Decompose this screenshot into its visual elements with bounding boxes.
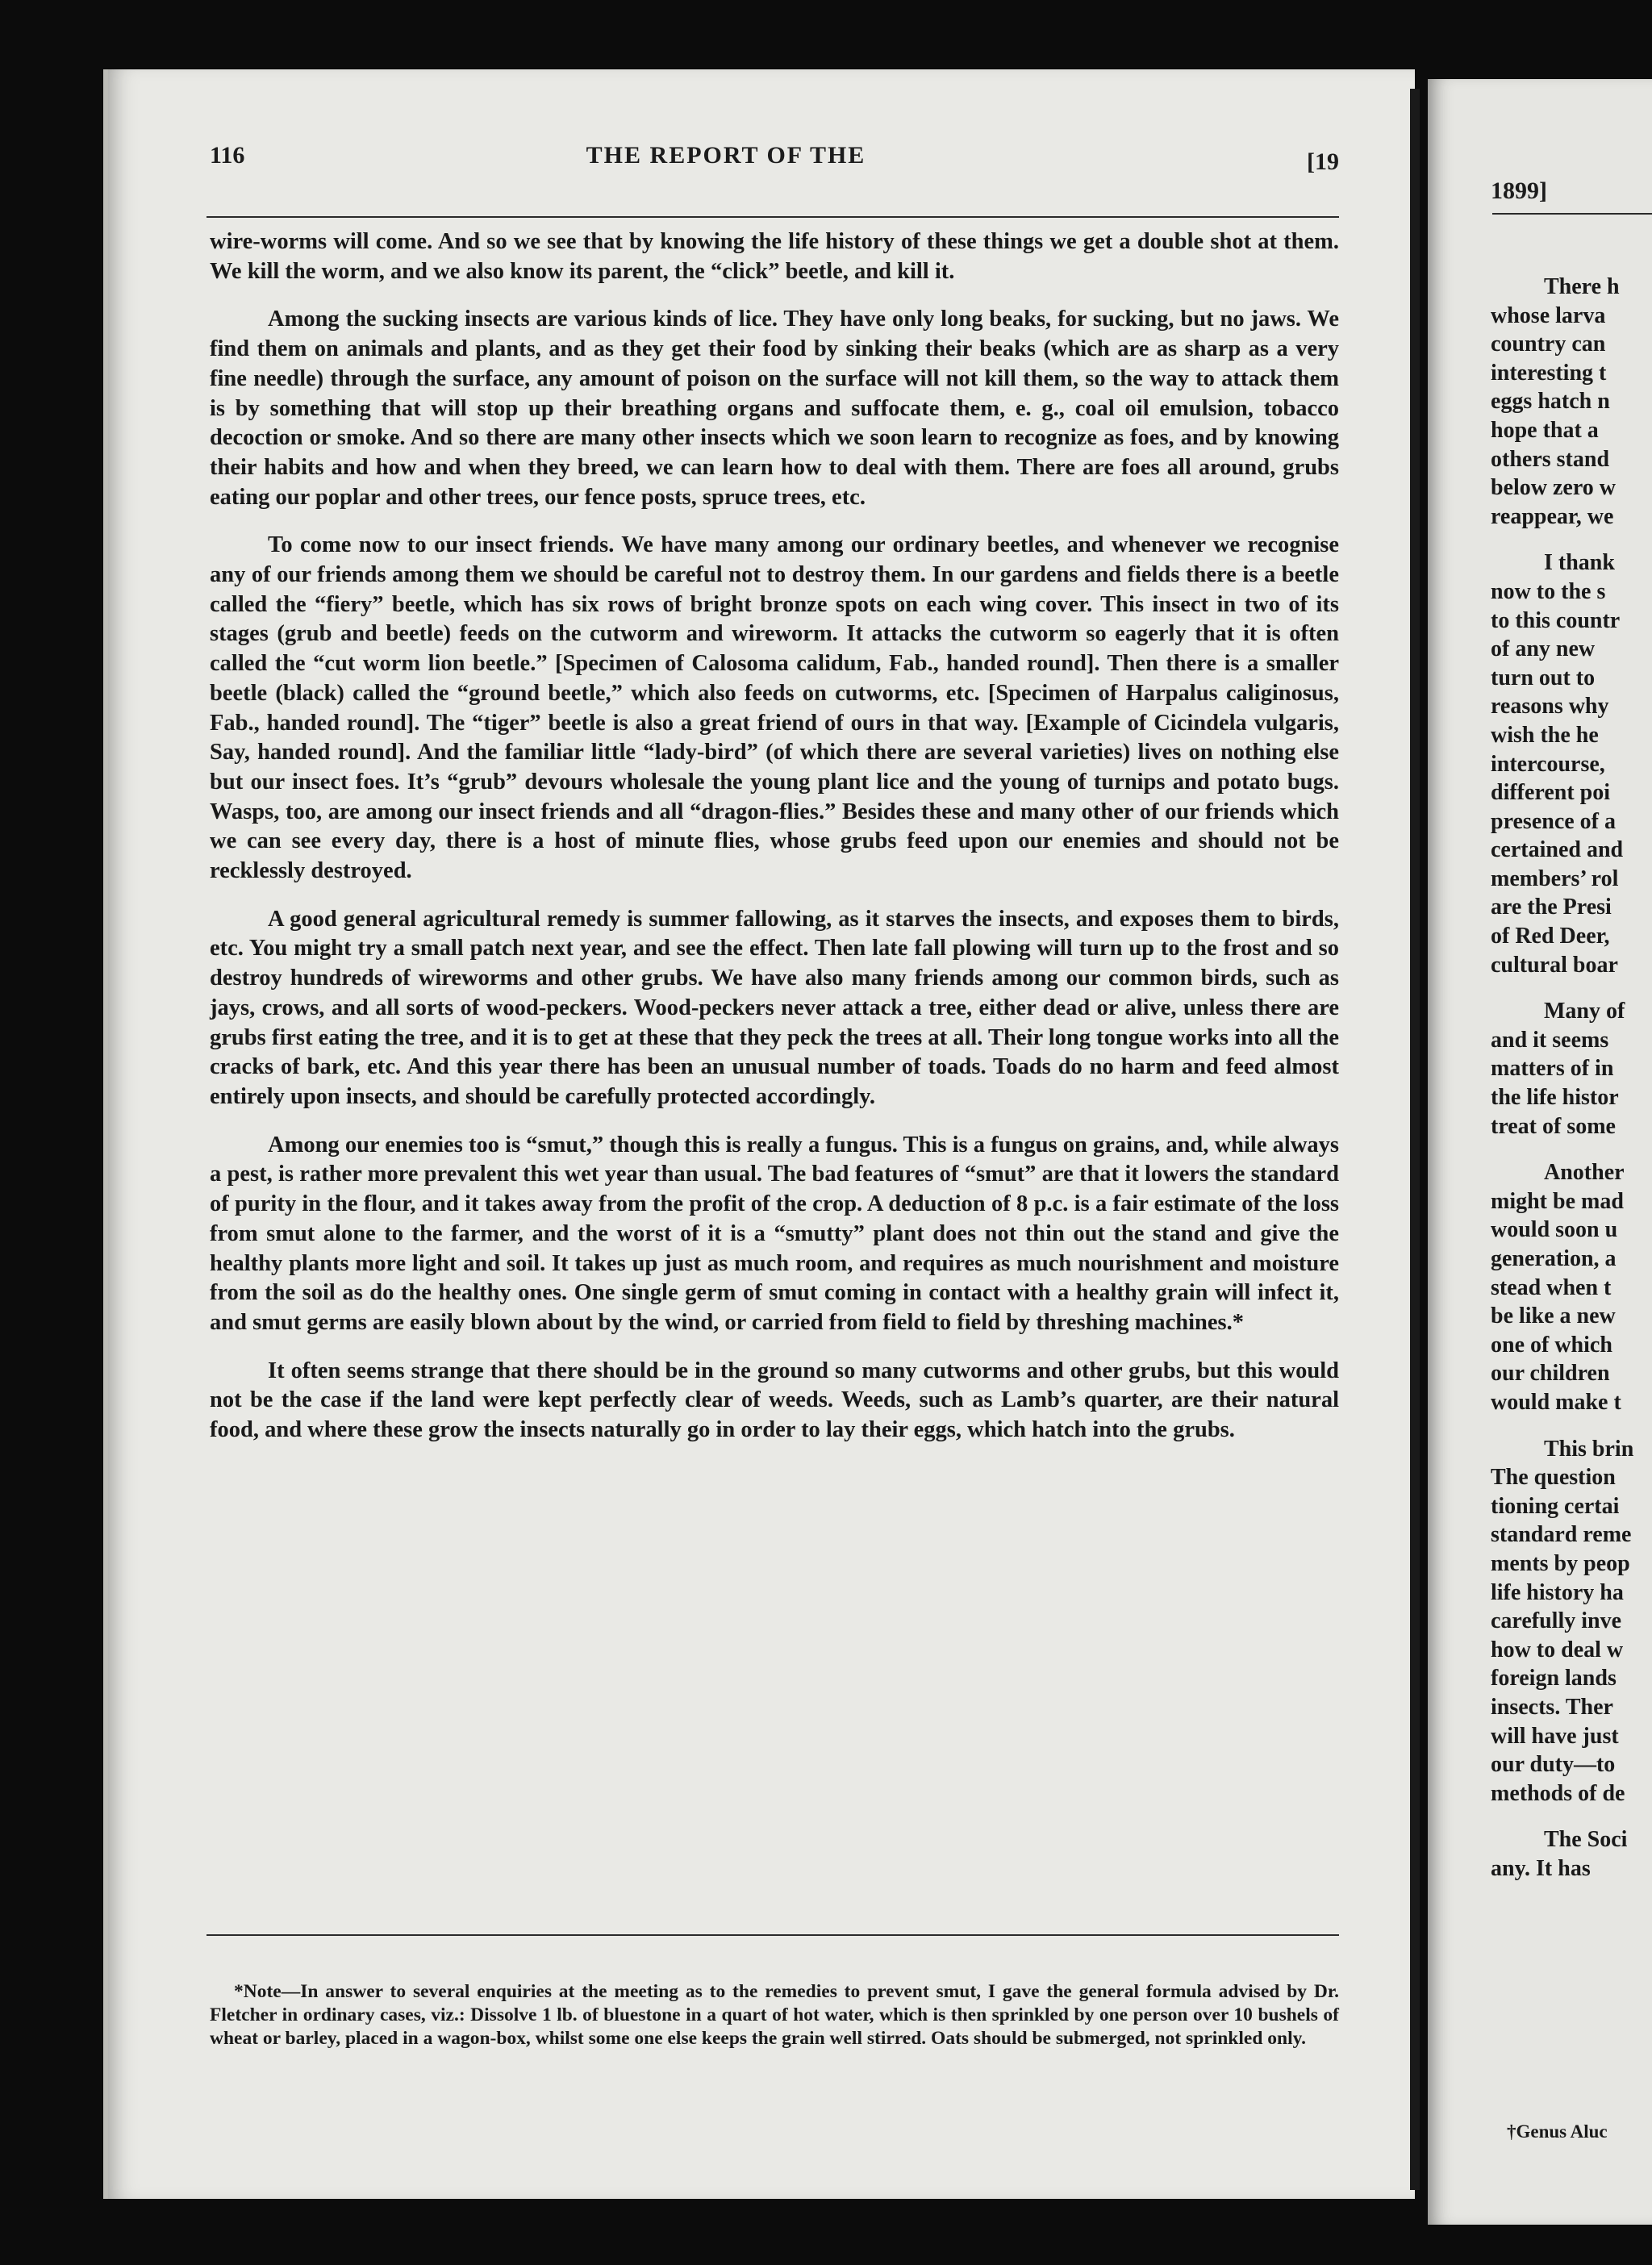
right-page-line: reappear, we (1491, 503, 1614, 529)
right-page-line: how to deal w (1491, 1637, 1624, 1662)
footnote: *Note—In answer to several enquiries at the meeting as to the remedies to prevent smut, I gave the general formula advised by Dr. Fletcher in ordinary cases, viz.: Dissolve 1 lb. of bluestone in a quart of hot water, which is then sprinkled by one person over 10 bushels of wheat or barley, placed in a wagon-box, whilst some one else keeps the grain well stirred. Oats should be submerged, not sprinkled only. (210, 1981, 1339, 2049)
right-page-rule (1492, 213, 1652, 215)
right-page-line: the life histor (1491, 1085, 1619, 1111)
right-page-line: methods of de (1491, 1780, 1625, 1806)
right-page-line: certained and (1491, 837, 1624, 863)
running-title: THE REPORT OF THE (586, 142, 866, 169)
right-page-text (1491, 273, 1652, 1883)
right-page-line: hope that a (1491, 417, 1599, 443)
right-page-line: eggs hatch n (1491, 389, 1610, 415)
right-page-line: carefully inve (1491, 1608, 1622, 1634)
body-text (210, 227, 1339, 1445)
paragraph: A good general agricultural remedy is summer fallowing, as it starves the insects, and exposes them to birds, etc. You might try a small patch next year, and see the effect. Then late fall plowing will turn up to the frost and so destroy hundreds of wireworms and other grubs. We have also many friends among our common birds, such as jays, crows, and all sorts of wood-peckers. Wood-peckers never attack a tree, either dead or alive, unless there are grubs first eating the tree, and it is to get at these that they peck the trees at all. Their long tongue works into all the cracks of bark, etc. And this year there has been an unusual number of toads. Toads do no harm and feed almost entirely upon insects, and should be carefully protected accordingly. (210, 906, 1339, 1109)
right-page-line: Many of (1544, 999, 1625, 1024)
right-page-line: cultural boar (1491, 952, 1618, 978)
right-page-line: to this countr (1491, 607, 1621, 633)
right-page-line: life history ha (1491, 1579, 1624, 1605)
right-page-line: wish the he (1491, 722, 1599, 748)
paragraph-gap (1491, 1417, 1652, 1435)
right-page-line: now to the s (1491, 578, 1606, 604)
paragraph-gap (1491, 531, 1652, 549)
right-page-line: I thank (1544, 550, 1615, 576)
right-page-line: would soon u (1491, 1217, 1618, 1243)
right-page-line: The Soci (1544, 1827, 1628, 1853)
right-page-line: one of which (1491, 1332, 1612, 1358)
paragraph: Among the sucking insects are various kinds of lice. They have only long beaks, for sucking, but no jaws. We find them on animals and plants, and as they get their food by sinking their beaks (which are as sharp as a very fine needle) through the surface, any amount of poison on the surface will not kill them, so the way to attack them is by something that will stop up their breathing organs and suffocate them, e. g., coal oil emulsion, tobacco decoction or smoke. And so there are many other insects which we soon learn to recognize as foes, and by knowing their habits and how and when they breed, we can learn how to deal with them. There are foes all around, grubs eating our poplar and other trees, our fence posts, spruce trees, etc. (210, 307, 1339, 510)
right-page-line: might be mad (1491, 1188, 1624, 1214)
page-number: 116 (210, 142, 245, 169)
right-page-line: The question (1491, 1465, 1616, 1491)
right-page-year: 1899] (1491, 177, 1547, 204)
paragraph: wire-worms will come. And so we see that by knowing the life history of these things we get a double shot at them. We kill the worm, and we also know its parent, the “click” beetle, and kill it. (210, 229, 1339, 284)
paragraph: Among our enemies too is “smut,” though this is really a fungus. This is a fungus on grains, and, while always a pest, is rather more prevalent this wet year than usual. The bad features of “smut” are that it lowers the standard of purity in the flour, and it takes away from the profit of the crop. A deduction of 8 p.c. is a fair estimate of the loss from smut alone to the farmer, and the worst of it is a “smutty” plant does not thin out the stand and give the healthy plants more light and soil. It takes up just as much room, and requires as much nourishment and moisture from the soil as do the healthy ones. One single germ of smut coming in contact with a healthy grain will infect it, and smut germs are easily blown about by the wind, or carried from field to field by threshing machines.* (210, 1132, 1339, 1335)
right-page-line: standard reme (1491, 1522, 1632, 1548)
header-rule (206, 216, 1339, 218)
right-page-line: insects. Ther (1491, 1694, 1613, 1720)
right-page-line: our duty—to (1491, 1752, 1616, 1778)
right-page-line: our children (1491, 1361, 1610, 1387)
right-page-line: whose larva (1491, 302, 1606, 328)
right-page-line: treat of some (1491, 1113, 1616, 1139)
right-page-footnote: †Genus Aluc (1507, 2121, 1608, 2142)
page-gutter (1410, 89, 1420, 2190)
right-page-line: be like a new (1491, 1304, 1616, 1329)
paragraph: To come now to our insect friends. We have many among our ordinary beetles, and whenever we recognise any of our friends among them we should be careful not to destroy them. In our gardens and fields there is a beetle called the “fiery” beetle, which has six rows of bright bronze spots on each wing cover. This insect in two of its stages (grub and beetle) feeds on the cutworm and wireworm. It attacks the cutworm so eagerly that it is often called the “cut worm lion beetle.” [Specimen of Calosoma calidum, Fab., handed round]. Then there is a smaller beetle (black) called the “ground beetle,” which also feeds on cutworms, etc. [Specimen of Harpalus caliginosus, Fab., handed round]. The “tiger” beetle is also a great friend of ours in that way. [Example of Cicindela vulgaris, Say, handed round]. And the familiar little “lady-bird” (of which there are several varieties) lives on nothing else but our insect foes. It’s “grub” devours wholesale the young plant lice and the young of turnips and potato bugs. Wasps, too, are among our insect friends and all “dragon-flies.” Besides these and many other of our friends which we can see every day, there is a host of minute flies, whose grubs feed upon our enemies and should not be recklessly destroyed. (210, 532, 1339, 884)
right-page-line: turn out to (1491, 665, 1596, 690)
right-page-line: members’ rol (1491, 866, 1619, 891)
right-page-line: reasons why (1491, 694, 1609, 720)
right-page-line: and it seems (1491, 1027, 1609, 1053)
right-page-line: stead when t (1491, 1274, 1612, 1300)
right-page-line: Another (1544, 1160, 1625, 1186)
right-page-line: below zero w (1491, 475, 1616, 501)
right-page-line: ments by peop (1491, 1550, 1630, 1576)
footnote-rule (206, 1934, 1339, 1936)
right-page-line: foreign lands (1491, 1666, 1617, 1691)
year-fragment: [19 (1307, 148, 1339, 175)
right-page-line: intercourse, (1491, 751, 1605, 777)
right-page-line: are the Presi (1491, 895, 1612, 920)
right-page-line: of any new (1491, 636, 1596, 662)
right-page-line: of Red Deer, (1491, 924, 1610, 949)
running-head (105, 142, 1347, 174)
right-page-line: would make t (1491, 1389, 1621, 1415)
right-page-line: any. It has (1491, 1855, 1591, 1881)
right-page-line: will have just (1491, 1723, 1619, 1749)
paragraph-gap (1491, 1808, 1652, 1825)
paragraph-gap (1491, 979, 1652, 997)
right-page-line: tioning certai (1491, 1493, 1620, 1519)
right-page-line: presence of a (1491, 808, 1616, 834)
right-page-line: others stand (1491, 446, 1610, 472)
right-page-line: This brin (1544, 1436, 1634, 1462)
right-page-line: matters of in (1491, 1056, 1614, 1082)
right-page-line: different poi (1491, 780, 1611, 806)
right-page-line: interesting t (1491, 360, 1607, 386)
right-page-line: There h (1544, 274, 1620, 299)
right-page-line: generation, a (1491, 1246, 1617, 1271)
right-page-line: country can (1491, 332, 1606, 357)
paragraph-gap (1491, 1141, 1652, 1158)
paragraph: It often seems strange that there should be in the ground so many cutworms and other grubs, but this would not be the case if the land were kept perfectly clear of weeds. Weeds, such as Lamb’s quarter, are their natural food, and where these grow the insects naturally go in order to lay their eggs, which hatch into the grubs. (210, 1358, 1339, 1443)
